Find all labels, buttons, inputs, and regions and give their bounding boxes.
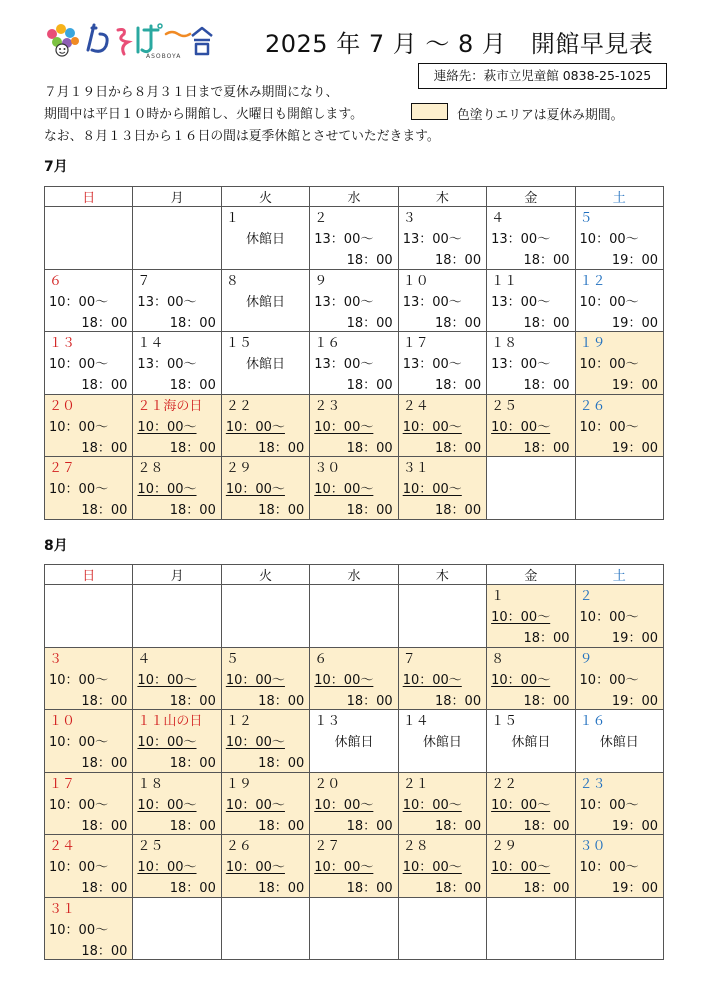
calendar-day-cell [575, 207, 663, 270]
calendar-day-cell [310, 710, 398, 773]
day-number: ５ [225, 651, 239, 667]
calendar-day-cell [45, 897, 133, 960]
opening-time: 10：00〜 [579, 294, 639, 310]
closing-time: 19：00 [611, 631, 658, 646]
calendar-day-cell [575, 585, 663, 648]
day-number: １１ [491, 273, 518, 289]
opening-time: 13：00〜 [402, 294, 462, 310]
opening-time: 10：00〜 [402, 672, 462, 688]
day-number: ２２ [491, 776, 518, 792]
day-number: ２１ [402, 776, 429, 792]
closing-time: 18：00 [523, 631, 570, 646]
day-number: ６ [49, 273, 63, 289]
closing-time: 18：00 [81, 818, 128, 834]
week-row [45, 269, 664, 332]
opening-time: 10：00〜 [49, 797, 109, 813]
calendar-day-cell [221, 772, 309, 835]
day-number: １３ [49, 336, 76, 351]
day-number: ２６ [579, 398, 606, 414]
empty-cell [575, 457, 663, 520]
calendar-day-cell [398, 207, 486, 270]
closing-time: 18：00 [346, 503, 393, 518]
closing-time: 18：00 [258, 756, 305, 771]
day-number: １８ [137, 776, 164, 792]
week-row [45, 207, 664, 270]
intro-text [44, 82, 440, 148]
day-number: ２９ [225, 461, 252, 476]
calendar-day-cell [133, 835, 221, 898]
calendar-day-cell [487, 394, 575, 457]
empty-cell [487, 457, 575, 520]
empty-cell [133, 897, 221, 960]
week-row [45, 457, 664, 520]
day-number: １２ [579, 273, 606, 289]
closing-time: 18：00 [435, 503, 482, 518]
day-number: １５ [225, 336, 252, 351]
day-number: １１山の日 [137, 714, 203, 729]
opening-time: 10：00〜 [137, 735, 197, 750]
weekday-header-row [45, 187, 664, 207]
day-number: ２２ [225, 398, 252, 414]
day-number: ２４ [49, 839, 76, 854]
opening-time: 10：00〜 [579, 419, 639, 435]
opening-time: 10：00〜 [402, 482, 462, 497]
closing-time: 18：00 [258, 818, 305, 834]
calendar-day-cell [398, 710, 486, 773]
closing-time: 18：00 [81, 881, 128, 896]
day-number: １２ [225, 714, 252, 729]
closing-time: 18：00 [81, 943, 128, 959]
closing-time: 18：00 [258, 693, 305, 709]
empty-cell [487, 897, 575, 960]
calendar-day-cell [487, 772, 575, 835]
closing-time: 18：00 [81, 378, 128, 393]
closing-time: 19：00 [611, 315, 658, 331]
calendar-day-cell [398, 772, 486, 835]
closing-time: 19：00 [611, 818, 658, 834]
weekday-header: 土 [575, 565, 663, 585]
empty-cell [133, 207, 221, 270]
closing-time: 18：00 [169, 315, 216, 331]
closing-time: 18：00 [81, 693, 128, 709]
opening-time: 10：00〜 [225, 860, 285, 875]
calendar-day-cell [45, 835, 133, 898]
day-number: ４ [137, 651, 151, 667]
calendar-day-cell [575, 772, 663, 835]
opening-time: 10：00〜 [137, 482, 197, 497]
day-number: ２５ [491, 398, 518, 414]
calendar-day-cell [310, 332, 398, 395]
empty-cell [133, 585, 221, 648]
opening-time: 10：00〜 [491, 610, 551, 625]
opening-time: 10：00〜 [579, 357, 639, 372]
opening-time: 10：00〜 [402, 419, 462, 435]
calendar-day-cell [310, 647, 398, 710]
week-row [45, 897, 664, 960]
calendar-day-cell [221, 647, 309, 710]
calendar-day-cell [221, 207, 309, 270]
legend-label: 色塗りエリアは夏休み期間。 [457, 108, 624, 123]
week-row [45, 585, 664, 648]
month-heading-august: 8月 [44, 538, 68, 554]
closed-label: 休館日 [511, 735, 551, 750]
closing-time: 18：00 [81, 756, 128, 771]
day-number: ２５ [137, 839, 164, 854]
calendar-day-cell [45, 710, 133, 773]
weekday-header: 火 [221, 565, 309, 585]
calendar-day-cell [310, 269, 398, 332]
day-number: ３１ [49, 901, 76, 917]
week-row [45, 332, 664, 395]
closing-time: 18：00 [523, 881, 570, 896]
day-number: １９ [225, 776, 252, 792]
opening-time: 10：00〜 [579, 672, 639, 688]
calendar-day-cell [310, 394, 398, 457]
calendar-day-cell [45, 772, 133, 835]
opening-time: 10：00〜 [49, 482, 109, 497]
calendar-day-cell [398, 457, 486, 520]
day-number: １０ [49, 714, 76, 729]
day-number: ２４ [402, 398, 429, 414]
calendar-july [44, 186, 664, 520]
opening-time: 10：00〜 [137, 797, 197, 813]
closing-time: 18：00 [523, 253, 570, 268]
closing-time: 18：00 [435, 881, 482, 896]
calendar-day-cell [133, 457, 221, 520]
closing-time: 18：00 [435, 315, 482, 331]
calendar-day-cell [487, 647, 575, 710]
calendar-day-cell [575, 332, 663, 395]
weekday-header: 金 [487, 565, 575, 585]
closing-time: 18：00 [169, 818, 216, 834]
calendar-day-cell [221, 269, 309, 332]
closing-time: 18：00 [169, 881, 216, 896]
calendar-day-cell [575, 394, 663, 457]
day-number: １７ [49, 776, 76, 792]
opening-time: 10：00〜 [49, 357, 109, 372]
calendar-day-cell [45, 394, 133, 457]
opening-time: 13：00〜 [137, 357, 197, 372]
calendar-day-cell [398, 835, 486, 898]
calendar-day-cell [487, 585, 575, 648]
day-number: ７ [402, 651, 416, 667]
day-number: ７ [137, 273, 151, 289]
calendar-day-cell [45, 457, 133, 520]
closing-time: 18：00 [435, 253, 482, 268]
day-number: ５ [579, 211, 593, 226]
weekday-header-row [45, 565, 664, 585]
weekday-header: 土 [575, 187, 663, 207]
closing-time: 18：00 [169, 440, 216, 456]
opening-time: 13：00〜 [491, 357, 551, 372]
calendar-day-cell [575, 647, 663, 710]
opening-time: 10：00〜 [314, 797, 374, 813]
empty-cell [398, 585, 486, 648]
logo-subtitle: ASOBOYA [146, 53, 182, 60]
closed-label: 休館日 [246, 357, 286, 372]
day-number: ９ [314, 273, 328, 289]
closing-time: 18：00 [523, 693, 570, 709]
weekday-header: 金 [487, 187, 575, 207]
calendar-day-cell [221, 710, 309, 773]
closing-time: 18：00 [435, 818, 482, 834]
day-number: １８ [491, 336, 518, 351]
opening-time: 10：00〜 [402, 860, 462, 875]
calendar-day-cell [398, 332, 486, 395]
calendar-day-cell [45, 647, 133, 710]
opening-time: 10：00〜 [314, 419, 374, 435]
opening-time: 13：00〜 [137, 294, 197, 310]
day-number: ２８ [137, 461, 164, 476]
calendar-day-cell [133, 394, 221, 457]
day-number: １６ [579, 714, 606, 729]
opening-time: 10：00〜 [579, 860, 639, 875]
opening-time: 10：00〜 [49, 419, 109, 435]
weekday-header: 水 [310, 187, 398, 207]
calendar-day-cell [487, 269, 575, 332]
opening-time: 10：00〜 [137, 860, 197, 875]
week-row [45, 772, 664, 835]
closing-time: 18：00 [435, 440, 482, 456]
closed-label: 休館日 [246, 232, 286, 247]
calendar-day-cell [575, 269, 663, 332]
page-title: 2025 年 7 月 〜 8 月 開館早見表 [265, 30, 654, 58]
weekday-header: 木 [398, 565, 486, 585]
weekday-header: 水 [310, 565, 398, 585]
month-heading-july: 7月 [44, 159, 68, 175]
closing-time: 18：00 [169, 693, 216, 709]
calendar-day-cell [45, 269, 133, 332]
opening-time: 13：00〜 [491, 294, 551, 310]
calendar-day-cell [310, 207, 398, 270]
calendar-day-cell [487, 710, 575, 773]
day-number: ３１ [402, 461, 429, 476]
empty-cell [45, 207, 133, 270]
calendar-day-cell [45, 332, 133, 395]
opening-time: 13：00〜 [402, 357, 462, 372]
closing-time: 18：00 [523, 440, 570, 456]
calendar-day-cell [310, 835, 398, 898]
opening-time: 10：00〜 [49, 294, 109, 310]
day-number: １０ [402, 273, 429, 289]
day-number: ２９ [491, 839, 518, 854]
calendar-day-cell [133, 332, 221, 395]
closing-time: 18：00 [346, 818, 393, 834]
weekday-header: 日 [45, 187, 133, 207]
closing-time: 18：00 [523, 818, 570, 834]
opening-time: 10：00〜 [491, 797, 551, 813]
closing-time: 18：00 [81, 440, 128, 456]
opening-time: 10：00〜 [49, 672, 109, 688]
day-number: ３０ [579, 839, 606, 854]
weekday-header: 木 [398, 187, 486, 207]
closing-time: 18：00 [346, 378, 393, 393]
contact-box: 連絡先：萩市立児童館 0838-25-1025 [418, 63, 667, 89]
asoboya-logo [44, 20, 216, 66]
closed-label: 休館日 [599, 735, 639, 750]
empty-cell [221, 585, 309, 648]
empty-cell [398, 897, 486, 960]
opening-time: 10：00〜 [137, 419, 197, 435]
opening-time: 10：00〜 [491, 672, 551, 688]
day-number: １９ [579, 336, 606, 351]
opening-time: 10：00〜 [225, 797, 285, 813]
opening-time: 13：00〜 [314, 232, 374, 247]
day-number: ２０ [314, 776, 341, 792]
closing-time: 18：00 [169, 756, 216, 771]
calendar-day-cell [221, 394, 309, 457]
opening-time: 10：00〜 [49, 860, 109, 875]
day-number: １３ [314, 714, 341, 729]
day-number: １５ [491, 714, 518, 729]
calendar-day-cell [133, 710, 221, 773]
day-number: １４ [137, 336, 164, 351]
empty-cell [575, 897, 663, 960]
legend-swatch [411, 103, 448, 120]
closed-label: 休館日 [422, 735, 462, 750]
day-number: ４ [491, 211, 505, 226]
week-row [45, 647, 664, 710]
day-number: ６ [314, 651, 328, 667]
opening-time: 10：00〜 [314, 860, 374, 875]
opening-time: 10：00〜 [225, 672, 285, 688]
closing-time: 19：00 [611, 253, 658, 268]
closing-time: 18：00 [169, 503, 216, 518]
closing-time: 18：00 [258, 881, 305, 896]
closing-time: 18：00 [346, 693, 393, 709]
opening-time: 10：00〜 [579, 797, 639, 813]
day-number: ２ [314, 211, 328, 226]
day-number: １４ [402, 714, 429, 729]
day-number: ２０ [49, 398, 76, 414]
closing-time: 18：00 [435, 693, 482, 709]
calendar-day-cell [575, 835, 663, 898]
calendar-day-cell [221, 457, 309, 520]
day-number: １６ [314, 336, 341, 351]
opening-time: 10：00〜 [137, 672, 197, 688]
closing-time: 18：00 [523, 315, 570, 331]
opening-time: 10：00〜 [225, 735, 285, 750]
calendar-day-cell [221, 332, 309, 395]
calendar-day-cell [487, 835, 575, 898]
empty-cell [310, 585, 398, 648]
day-number: １ [491, 589, 505, 604]
day-number: ８ [491, 651, 505, 667]
opening-time: 10：00〜 [225, 419, 285, 435]
calendar-day-cell [133, 772, 221, 835]
closed-label: 休館日 [334, 735, 374, 750]
weekday-header: 月 [133, 565, 221, 585]
calendar-day-cell [221, 835, 309, 898]
closing-time: 18：00 [258, 440, 305, 456]
closing-time: 19：00 [611, 440, 658, 456]
empty-cell [45, 585, 133, 648]
day-number: ２３ [314, 398, 341, 414]
day-number: ９ [579, 651, 593, 667]
closing-time: 18：00 [523, 378, 570, 393]
closing-time: 18：00 [346, 440, 393, 456]
opening-time: 10：00〜 [579, 610, 639, 625]
opening-time: 10：00〜 [49, 922, 109, 938]
weekday-header: 月 [133, 187, 221, 207]
closing-time: 19：00 [611, 378, 658, 393]
opening-time: 13：00〜 [402, 232, 462, 247]
calendar-day-cell [398, 647, 486, 710]
empty-cell [310, 897, 398, 960]
closed-label: 休館日 [246, 294, 286, 310]
opening-time: 10：00〜 [402, 797, 462, 813]
closing-time: 18：00 [346, 253, 393, 268]
day-number: ２６ [225, 839, 252, 854]
day-number: ３ [402, 211, 416, 226]
opening-time: 10：00〜 [491, 419, 551, 435]
empty-cell [221, 897, 309, 960]
day-number: ２７ [49, 461, 76, 476]
calendar-august [44, 564, 664, 960]
calendar-day-cell [398, 394, 486, 457]
weekday-header: 日 [45, 565, 133, 585]
closing-time: 18：00 [346, 881, 393, 896]
closing-time: 18：00 [346, 315, 393, 331]
opening-time: 10：00〜 [579, 232, 639, 247]
closing-time: 18：00 [81, 315, 128, 331]
opening-time: 13：00〜 [491, 232, 551, 247]
day-number: １ [225, 211, 239, 226]
opening-time: 13：00〜 [314, 357, 374, 372]
calendar-day-cell [310, 772, 398, 835]
intro-line-1: ７月１９日から８月３１日まで夏休み期間になり、 [44, 85, 339, 100]
opening-time: 10：00〜 [314, 482, 374, 497]
closing-time: 19：00 [611, 881, 658, 896]
calendar-day-cell [398, 269, 486, 332]
calendar-day-cell [133, 647, 221, 710]
closing-time: 18：00 [169, 378, 216, 393]
calendar-day-cell [487, 207, 575, 270]
closing-time: 19：00 [611, 693, 658, 709]
day-number: ２７ [314, 839, 341, 854]
week-row [45, 710, 664, 773]
week-row [45, 835, 664, 898]
closing-time: 18：00 [258, 503, 305, 518]
opening-time: 10：00〜 [225, 482, 285, 497]
day-number: ２８ [402, 839, 429, 854]
day-number: １７ [402, 336, 429, 351]
calendar-day-cell [133, 269, 221, 332]
intro-line-3: なお、８月１３日から１６日の間は夏季休館とさせていただきます。 [44, 129, 440, 144]
opening-time: 10：00〜 [314, 672, 374, 688]
day-number: ２１海の日 [137, 398, 203, 414]
closing-time: 18：00 [81, 503, 128, 518]
day-number: ３ [49, 651, 63, 667]
opening-time: 10：00〜 [49, 735, 109, 750]
calendar-day-cell [575, 710, 663, 773]
day-number: ２ [579, 589, 593, 604]
opening-time: 10：00〜 [491, 860, 551, 875]
weekday-header: 火 [221, 187, 309, 207]
calendar-day-cell [310, 457, 398, 520]
week-row [45, 394, 664, 457]
day-number: ３０ [314, 461, 341, 476]
intro-line-2: 期間中は平日１０時から開館し、火曜日も開館します。 [44, 107, 363, 122]
calendar-day-cell [487, 332, 575, 395]
closing-time: 18：00 [435, 378, 482, 393]
day-number: ２３ [579, 776, 606, 792]
day-number: ８ [225, 273, 239, 289]
opening-time: 13：00〜 [314, 294, 374, 310]
